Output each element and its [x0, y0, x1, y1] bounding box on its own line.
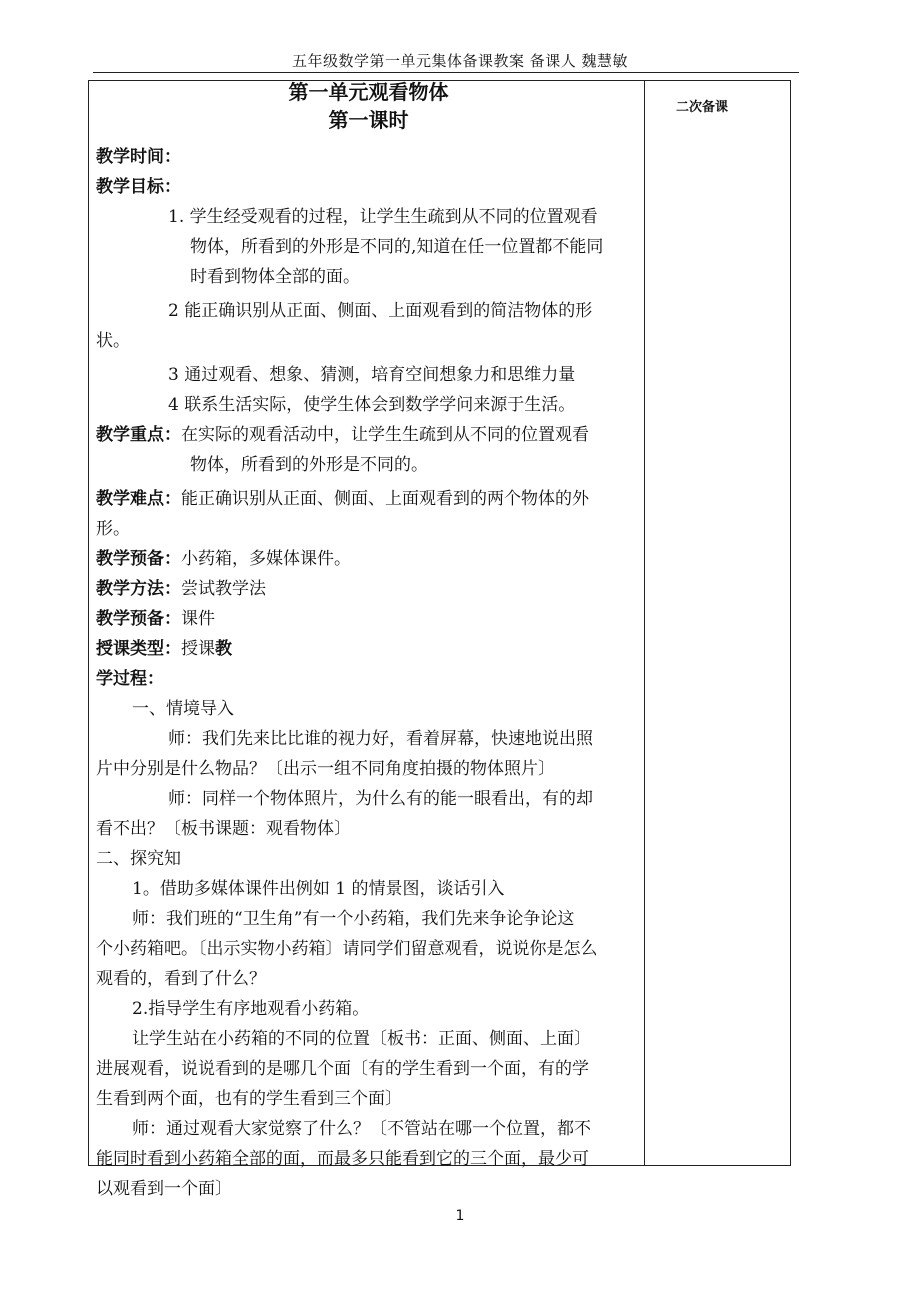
teaching-time-label: 教学时间：: [96, 147, 181, 167]
goal-3: 3 通过观看、想象、猜测，培育空间想象力和思维力量: [168, 365, 576, 385]
para-2-line-1: 师：同样一个物体照片，为什么有的能一眼看出，有的却: [168, 789, 593, 809]
para-4-line-2: 个小药箱吧。〔出示实物小药箱〕请同学们留意观看，说说你是怎么: [96, 939, 598, 959]
para-2-line-2: 看不出？〔板书课题：观看物体〕: [96, 819, 351, 839]
para-6-line-2: 进展观看，说说看到的是哪几个面〔有的学生看到一个面，有的学: [96, 1059, 589, 1079]
para-7-line-2: 能同时看到小药箱全部的面，而最多只能看到它的三个面，最少可: [96, 1149, 589, 1169]
teaching-prep-label: 教学预备：: [96, 549, 181, 569]
teaching-process-label: 学过程：: [96, 669, 164, 689]
side-column-heading: 二次备课: [676, 100, 729, 115]
para-7-line-1: 师：通过观看大家觉察了什么？〔不管站在哪一个位置，都不: [132, 1119, 591, 1139]
lesson-type-text: 授课: [181, 639, 215, 659]
para-3: 1。借助多媒体课件出例如 1 的情景图，谈话引入: [132, 879, 505, 899]
key-points-label: 教学重点：: [96, 425, 181, 445]
para-5: 2.指导学生有序地观看小药箱。: [132, 999, 370, 1019]
para-1-line-1: 师：我们先来比比谁的视力好，看着屏幕，快速地说出照: [168, 729, 593, 749]
teaching-method-text: 尝试教学法: [181, 579, 266, 599]
para-7-line-3: 以观看到一个面〕: [96, 1179, 232, 1199]
lesson-type: [96, 634, 641, 664]
section-2-heading: 二、探究知: [96, 849, 181, 869]
page-number: 1: [455, 1208, 465, 1224]
difficult-points-text-2: 形。: [96, 519, 130, 539]
goal-2-line-2: 状。: [96, 331, 130, 351]
goal-1-line-2: 物体，所看到的外形是不同的,知道在任一位置都不能同: [190, 237, 604, 257]
para-6-line-3: 生看到两个面，也有的学生看到三个面〕: [96, 1089, 402, 1109]
difficult-points-label: 教学难点：: [96, 489, 181, 509]
key-points-text-2: 物体，所看到的外形是不同的。: [190, 455, 428, 475]
teaching-prep-2-text: 课件: [181, 609, 215, 629]
lesson-title: 第一单元观看物体: [288, 80, 449, 104]
key-points-text: 在实际的观看活动中，让学生生疏到从不同的位置观看: [181, 425, 589, 445]
page-header: 五年级数学第一单元集体备课教案 备课人 魏慧敏: [291, 52, 629, 70]
header-rule: [93, 72, 799, 73]
teaching-method-label: 教学方法：: [96, 579, 181, 599]
difficult-points-text: 能正确识别从正面、侧面、上面观看到的两个物体的外: [181, 489, 589, 509]
goal-1-line-1: 1. 学生经受观看的过程，让学生生疏到从不同的位置观看: [168, 207, 598, 227]
goal-1-line-3: 时看到物体全部的面。: [190, 267, 360, 287]
key-points: [96, 420, 641, 450]
goal-4: 4 联系生活实际，使学生体会到数学学问来源于生活。: [168, 395, 576, 415]
goal-2-line-1: 2 能正确识别从正面、侧面、上面观看到的简洁物体的形: [168, 301, 593, 321]
teaching-time: [96, 142, 641, 172]
para-6-line-1: 让学生站在小药箱的不同的位置〔板书：正面、侧面、上面〕: [132, 1029, 591, 1049]
lesson-content: [96, 78, 641, 1204]
para-4-line-1: 师：我们班的“卫生角”有一个小药箱，我们先来争论争论这: [132, 909, 575, 929]
lesson-subtitle: 第一课时: [328, 108, 409, 132]
column-divider: [644, 80, 645, 1166]
teaching-method: [96, 574, 641, 604]
teaching-process: [96, 664, 641, 694]
teaching-prep-text: 小药箱，多媒体课件。: [181, 549, 351, 569]
lesson-type-bold: 教: [215, 639, 232, 659]
para-1-line-2: 片中分别是什么物品？〔出示一组不同角度拍摄的物体照片〕: [96, 759, 555, 779]
teaching-prep-2: [96, 604, 641, 634]
difficult-points: [96, 484, 641, 514]
teaching-prep: [96, 544, 641, 574]
para-4-line-3: 观看的，看到了什么？: [96, 969, 266, 989]
teaching-prep-2-label: 教学预备：: [96, 609, 181, 629]
teaching-goals: [96, 172, 641, 202]
teaching-goals-label: 教学目标：: [96, 177, 181, 197]
section-1-heading: 一、情境导入: [132, 699, 234, 719]
lesson-type-label: 授课类型：: [96, 639, 181, 659]
